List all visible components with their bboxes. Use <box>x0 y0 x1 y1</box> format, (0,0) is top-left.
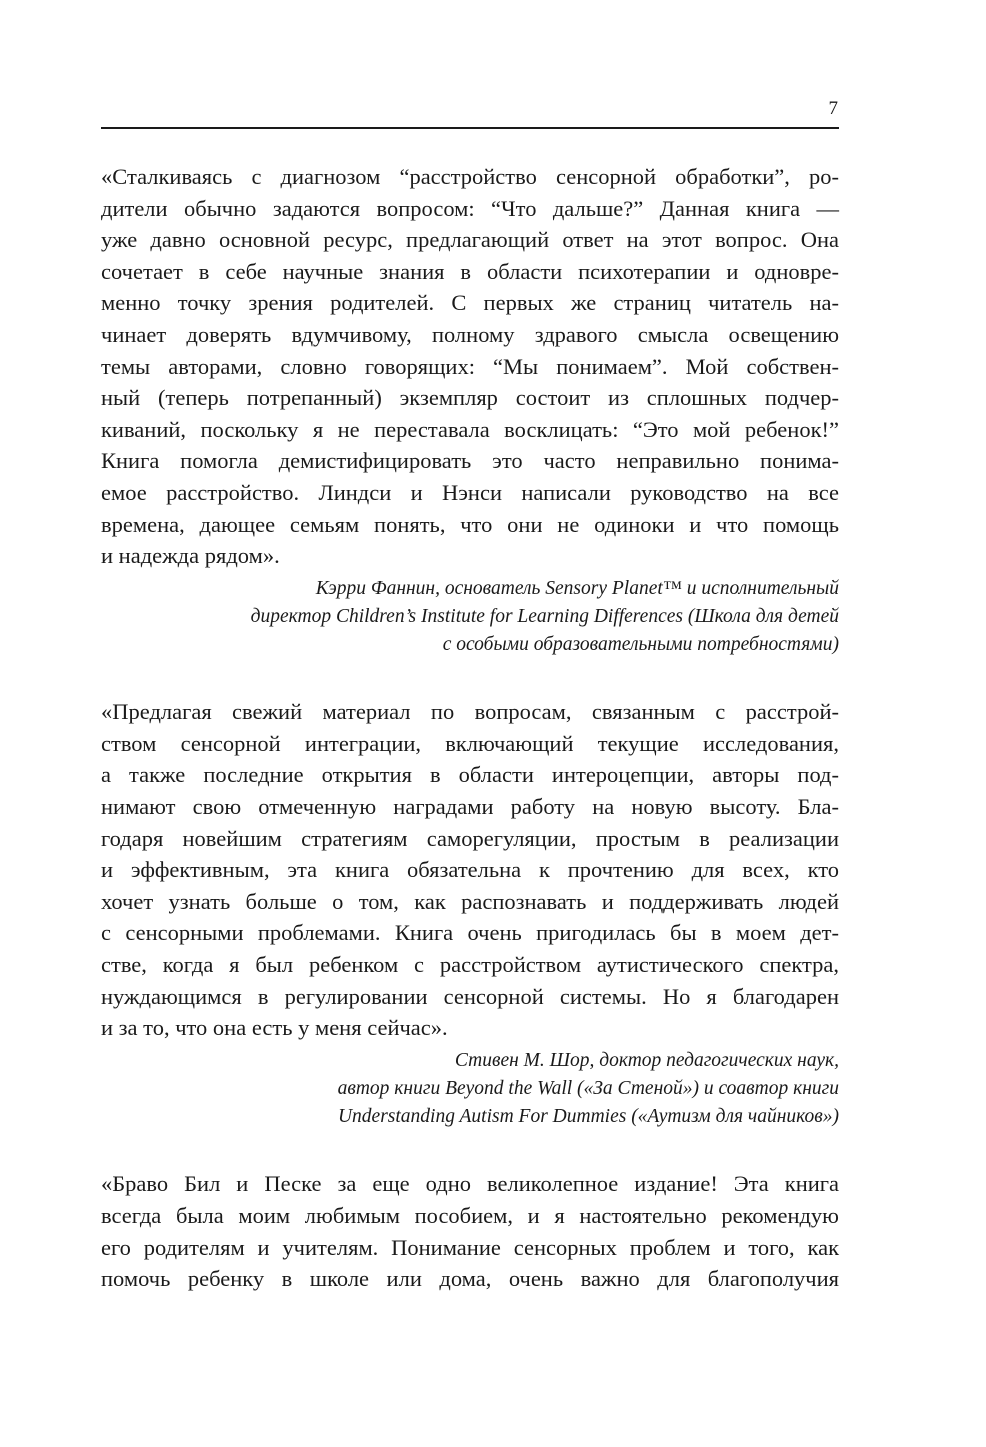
testimonial-1-quote <box>101 161 839 572</box>
testimonial-2 <box>101 696 839 1131</box>
testimonial-2-attribution <box>101 1047 839 1132</box>
quote-line: и эффективным, эта книга обязательна к прочтению для всех, кто <box>101 857 839 883</box>
attribution-line: Кэрри Фаннин, основатель Sensory Planet™ и исполнительный <box>315 577 839 599</box>
quote-line: «Сталкиваясь с диагнозом “расстройство сенсорной обработки”, ро- <box>101 164 839 189</box>
attribution-line: Understanding Autism For Dummies («Аутизм для чайников») <box>337 1106 839 1128</box>
testimonial-3-quote <box>101 1168 839 1294</box>
quote-line: ный (теперь потрепанный) экземпляр состоит из сплошных подчер- <box>101 385 839 411</box>
quote-line: сочетает в себе научные знания в области психотерапии и одновре- <box>101 258 839 284</box>
header-rule <box>101 127 839 129</box>
quote-line: нуждающимся в регулировании сенсорной системы. Но я благодарен <box>101 983 839 1009</box>
testimonial-1 <box>101 161 839 659</box>
quote-line: помочь ребенку в школе или дома, очень важно для благополучия <box>101 1266 839 1292</box>
testimonial-1-attribution <box>101 575 839 660</box>
quote-line: хочет узнать больше о том, как распознавать и поддерживать людей <box>101 888 839 914</box>
quote-line: темы авторами, словно говорящих: “Мы понимаем”. Мой собствен- <box>101 353 839 379</box>
quote-line: и за то, что она есть у меня сейчас». <box>101 1015 448 1041</box>
quote-line: и надежда рядом». <box>101 543 280 569</box>
attribution-line: директор Children’s Institute for Learning Differences (Школа для детей <box>250 605 839 627</box>
quote-line: стве, когда я был ребенком с расстройством аутистического спектра, <box>101 952 839 978</box>
testimonial-2-quote <box>101 696 839 1044</box>
quote-line: с сенсорными проблемами. Книга очень пригодилась бы в моем дет- <box>101 920 839 946</box>
quote-line: емое расстройство. Линдси и Нэнси написали руководство на все <box>101 479 839 505</box>
attribution-line: с особыми образовательными потребностями) <box>442 634 839 656</box>
quote-line: чинает доверять вдумчивому, полному здравого смысла освещению <box>101 321 839 347</box>
quote-line: дители обычно задаются вопросом: “Что дальше?” Данная книга — <box>101 195 839 221</box>
testimonial-3 <box>101 1168 839 1294</box>
quote-line: «Браво Бил и Песке за еще одно великолепное издание! Эта книга <box>101 1171 839 1197</box>
attribution-line: Стивен М. Шор, доктор педагогических наук, <box>454 1049 839 1071</box>
quote-line: нимают свою отмеченную наградами работу на новую высоту. Бла- <box>101 794 839 820</box>
quote-line: уже давно основной ресурс, предлагающий ответ на этот вопрос. Она <box>101 227 839 253</box>
quote-line: Книга помогла демистифицировать это часто неправильно понима- <box>101 448 839 474</box>
quote-line: киваний, поскольку я не переставала восклицать: “Это мой ребенок!” <box>101 416 839 442</box>
quote-line: всегда была моим любимым пособием, и я настоятельно рекомендую <box>101 1202 839 1228</box>
quote-line: ством сенсорной интеграции, включающий текущие исследования, <box>101 730 839 756</box>
quote-line: годаря новейшим стратегиям саморегуляции, простым в реализации <box>101 825 839 851</box>
quote-line: а также последние открытия в области интероцепции, авторы под- <box>101 762 839 788</box>
quote-line: времена, дающее семьям понять, что они не одиноки и что помощь <box>101 511 839 537</box>
testimonials <box>101 161 839 1295</box>
quote-line: менно точку зрения родителей. С первых же страниц читатель на- <box>101 290 839 316</box>
attribution-line: автор книги Beyond the Wall («За Стеной») и соавтор книги <box>337 1078 839 1099</box>
quote-line: его родителям и учителям. Понимание сенсорных проблем и того, как <box>101 1234 839 1260</box>
page-number: 7 <box>828 98 838 119</box>
quote-line: «Предлагая свежий материал по вопросам, связанным с расстрой- <box>101 699 839 725</box>
